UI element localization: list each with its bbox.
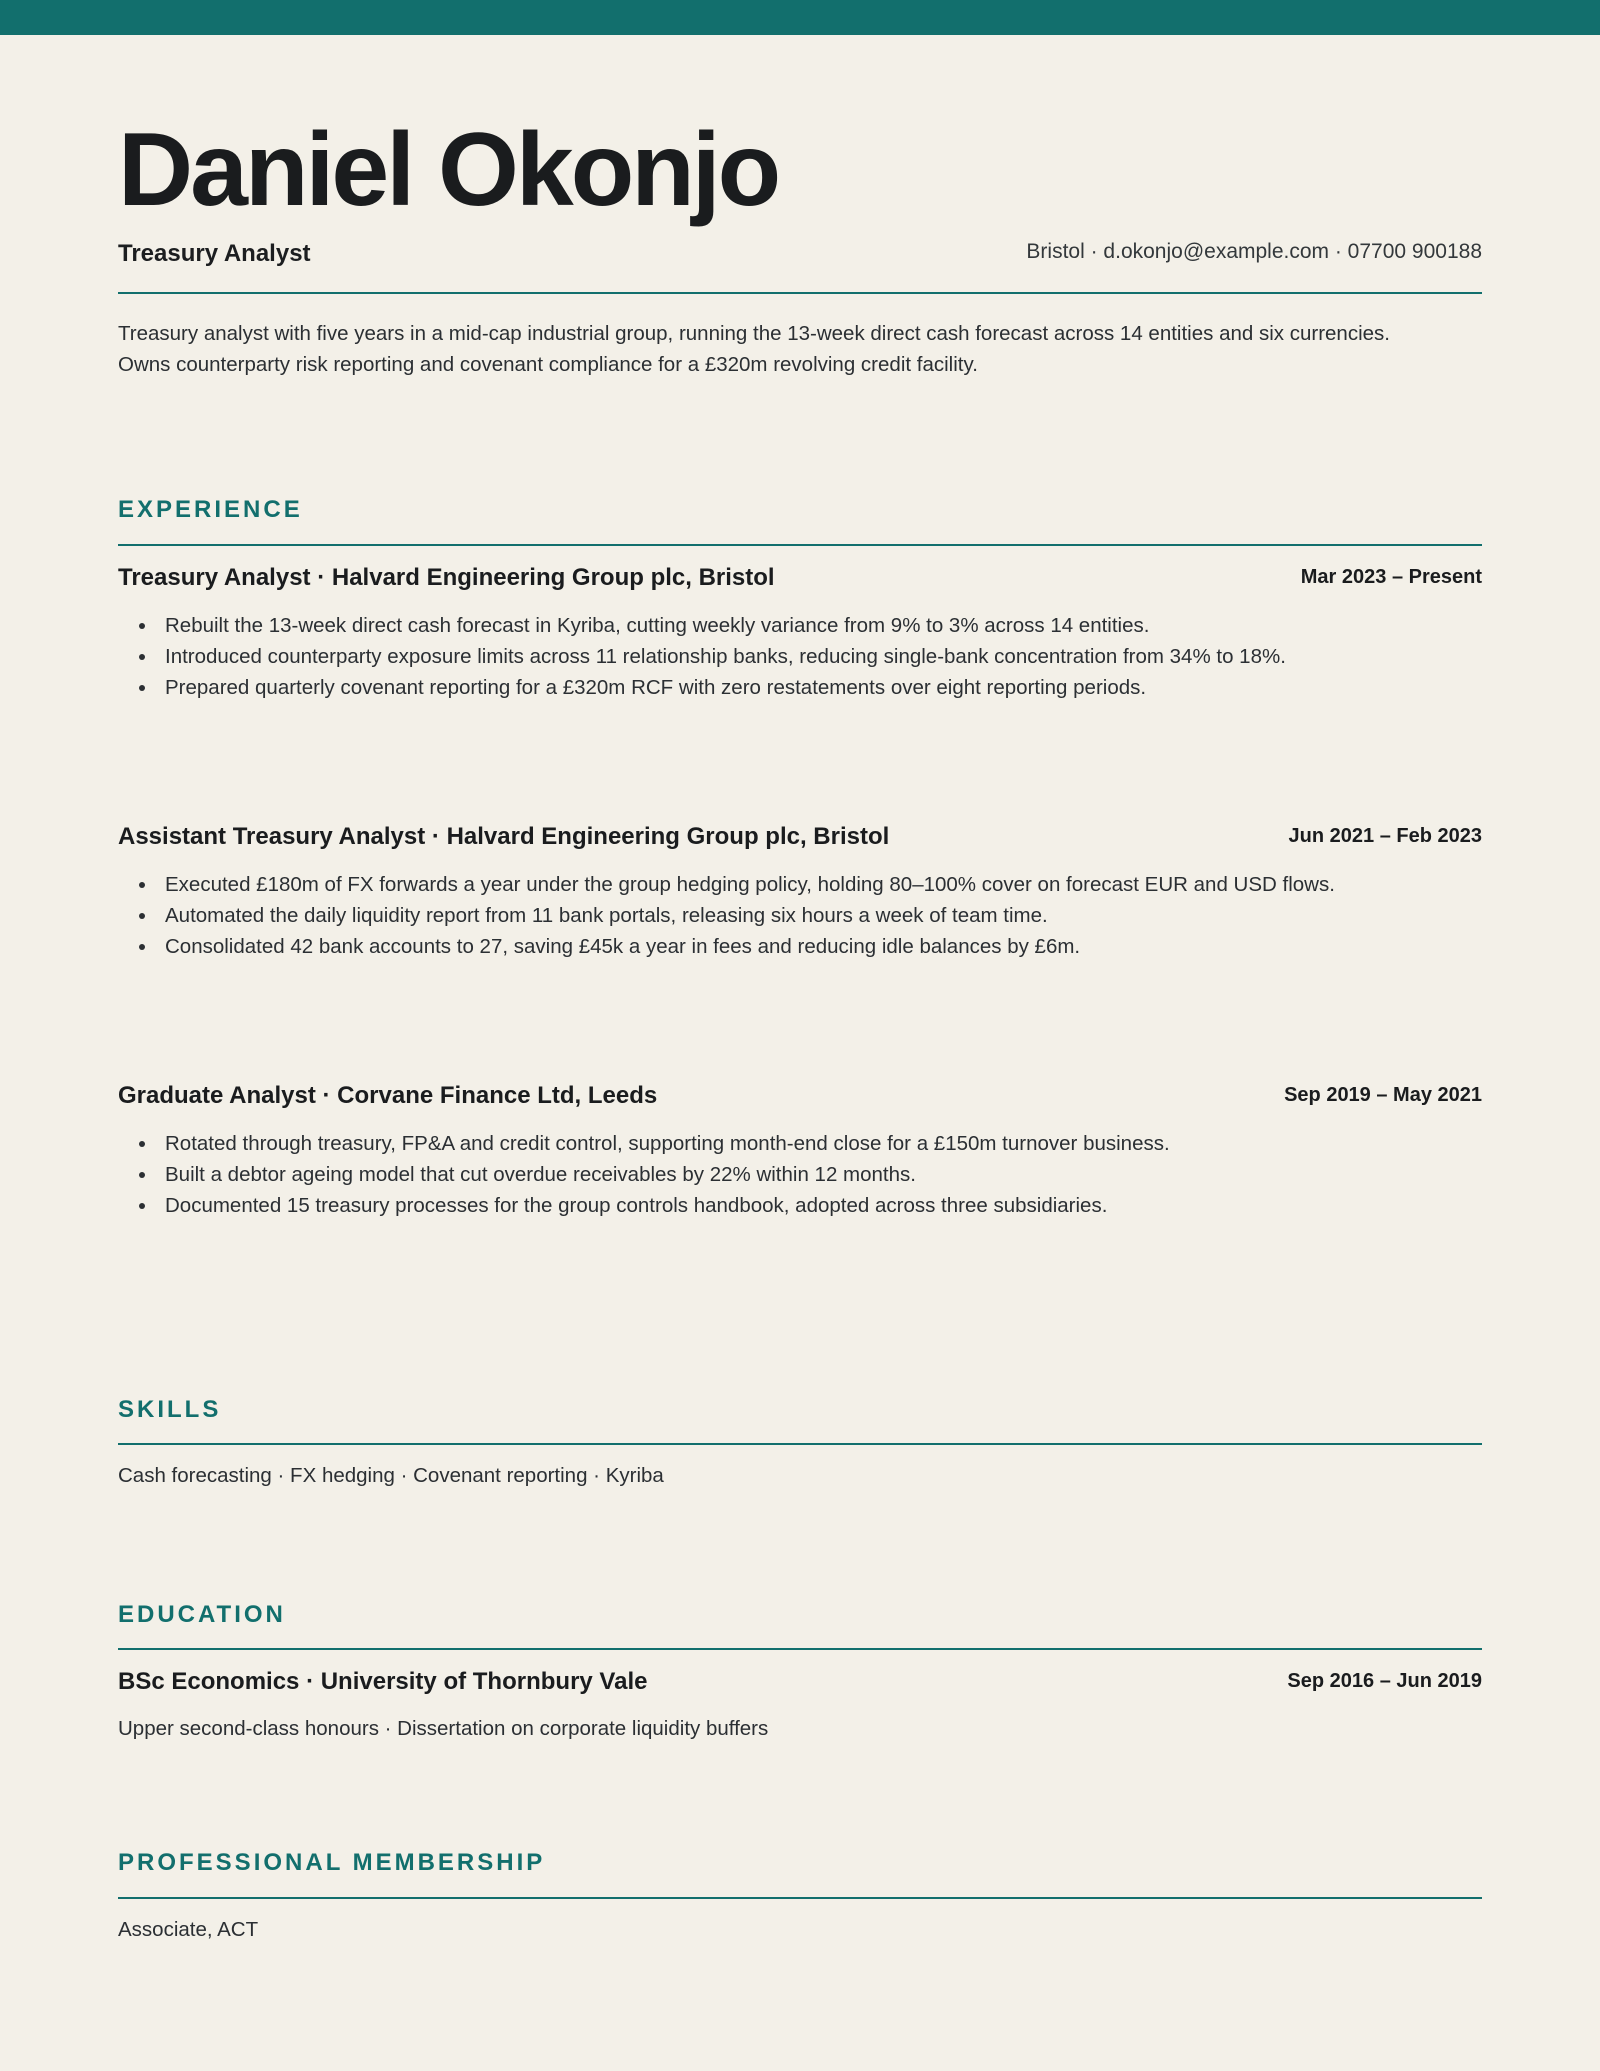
- job-title: Graduate Analyst · Corvane Finance Ltd, Leeds: [118, 1082, 658, 1109]
- job-dates: Sep 2019 – May 2021: [1284, 1084, 1482, 1106]
- bullet-icon: [139, 913, 145, 919]
- membership-divider: [118, 1897, 1482, 1899]
- bullet-icon: [139, 1203, 145, 1209]
- membership-text: Associate, ACT: [118, 1918, 259, 1941]
- summary-line: Treasury analyst with five years in a mid-cap industrial group, running the 13-week direct cash forecast across 14 entities and six currencies.: [118, 322, 1390, 345]
- job-header: [118, 1082, 1482, 1114]
- section-title-membership: PROFESSIONAL MEMBERSHIP: [118, 1849, 546, 1876]
- candidate-name: Daniel Okonjo: [118, 112, 779, 228]
- top-accent-bar: [0, 0, 1600, 35]
- bullet-item: [165, 869, 1482, 900]
- bullet-icon: [139, 1141, 145, 1147]
- candidate-role: Treasury Analyst: [118, 240, 311, 267]
- job-dates: Mar 2023 – Present: [1300, 566, 1482, 588]
- job-header: [118, 564, 1482, 596]
- job-header: [118, 823, 1482, 855]
- bullet-text: Prepared quarterly covenant reporting for a £320m RCF with zero restatements over eight reporting periods.: [165, 676, 1147, 699]
- bullet-text: Documented 15 treasury processes for the group controls handbook, adopted across three subsidiaries.: [165, 1194, 1108, 1217]
- degree-title: BSc Economics · University of Thornbury Vale: [118, 1668, 648, 1695]
- bullet-text: Introduced counterparty exposure limits across 11 relationship banks, reducing single-bank concentration from 34% to 18%.: [165, 645, 1286, 668]
- job-entry: [118, 1082, 1482, 1221]
- skills-list: Cash forecasting · FX hedging · Covenant reporting · Kyriba: [118, 1464, 664, 1487]
- bullet-item: [165, 1190, 1482, 1221]
- bullet-item: [165, 1159, 1482, 1190]
- education-dates: Sep 2016 – Jun 2019: [1287, 1670, 1482, 1692]
- bullet-item: [165, 641, 1482, 672]
- job-entry: [118, 564, 1482, 703]
- bullet-text: Automated the daily liquidity report from 11 bank portals, releasing six hours a week of team time.: [165, 904, 1048, 927]
- education-divider: [118, 1648, 1482, 1650]
- job-title: Treasury Analyst · Halvard Engineering Group plc, Bristol: [118, 564, 775, 591]
- bullet-item: [165, 672, 1482, 703]
- summary: [118, 318, 1482, 380]
- experience-divider: [118, 544, 1482, 546]
- job-bullets: [118, 869, 1482, 962]
- bullet-item: [165, 1128, 1482, 1159]
- education-entry: [118, 1668, 1482, 1700]
- job-title: Assistant Treasury Analyst · Halvard Engineering Group plc, Bristol: [118, 823, 890, 850]
- bullet-text: Built a debtor ageing model that cut overdue receivables by 22% within 12 months.: [165, 1163, 916, 1186]
- contact-details: Bristol · d.okonjo@example.com · 07700 900188: [1026, 240, 1482, 263]
- bullet-item: [165, 931, 1482, 962]
- summary-line: Owns counterparty risk reporting and covenant compliance for a £320m revolving credit facility.: [118, 353, 978, 376]
- bullet-text: Consolidated 42 bank accounts to 27, saving £45k a year in fees and reducing idle balances by £6m.: [165, 935, 1081, 958]
- section-title-skills: SKILLS: [118, 1396, 222, 1423]
- skills-divider: [118, 1443, 1482, 1445]
- education-header: [118, 1668, 1482, 1700]
- bullet-icon: [139, 685, 145, 691]
- job-entry: [118, 823, 1482, 962]
- section-title-experience: EXPERIENCE: [118, 496, 303, 523]
- education-detail: Upper second-class honours · Dissertation on corporate liquidity buffers: [118, 1717, 769, 1740]
- job-bullets: [118, 610, 1482, 703]
- header-divider: [118, 292, 1482, 294]
- bullet-icon: [139, 623, 145, 629]
- bullet-icon: [139, 654, 145, 660]
- bullet-text: Rebuilt the 13-week direct cash forecast in Kyriba, cutting weekly variance from 9% to 3% across 14 entities.: [165, 614, 1150, 637]
- bullet-item: [165, 610, 1482, 641]
- bullet-text: Rotated through treasury, FP&A and credit control, supporting month-end close for a £150m turnover business.: [165, 1132, 1170, 1155]
- job-bullets: [118, 1128, 1482, 1221]
- bullet-icon: [139, 944, 145, 950]
- section-title-education: EDUCATION: [118, 1601, 286, 1628]
- bullet-icon: [139, 1172, 145, 1178]
- bullet-text: Executed £180m of FX forwards a year under the group hedging policy, holding 80–100% cover on forecast EUR and USD flows.: [165, 873, 1335, 896]
- job-dates: Jun 2021 – Feb 2023: [1288, 825, 1482, 847]
- bullet-icon: [139, 882, 145, 888]
- bullet-item: [165, 900, 1482, 931]
